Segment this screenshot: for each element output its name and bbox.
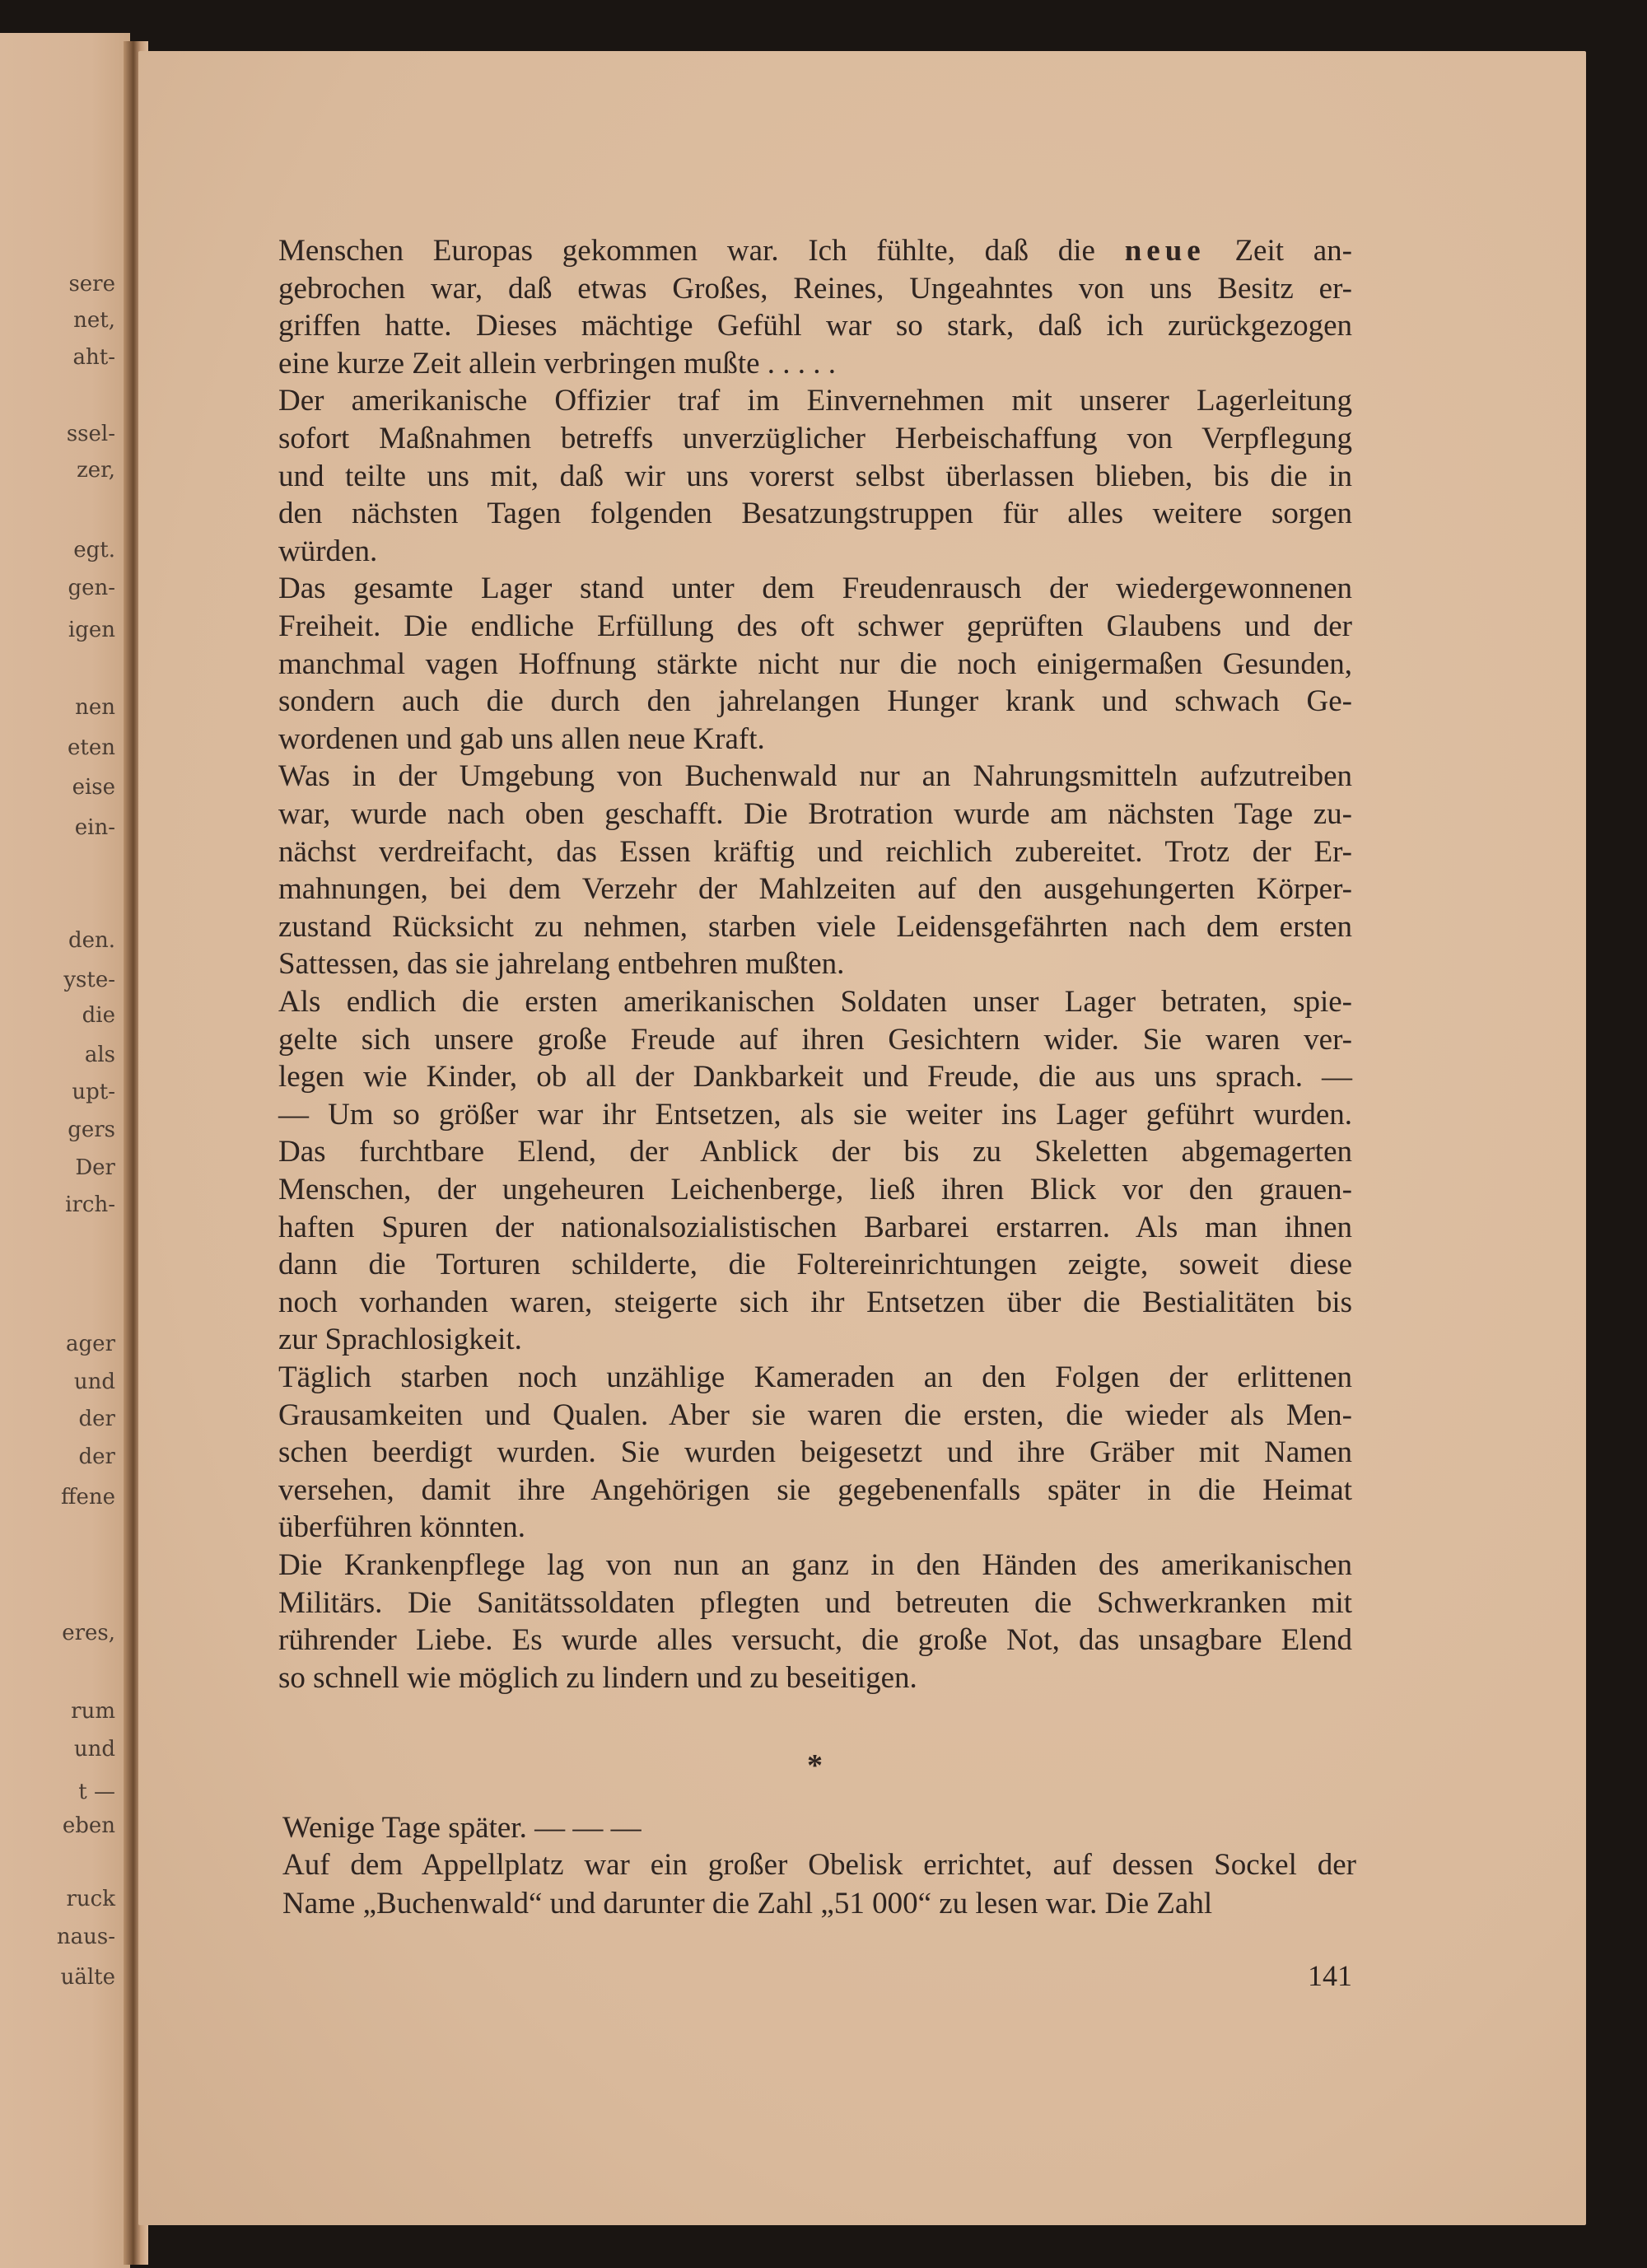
left-page-fragment: sere [68,272,115,296]
section-break-asterisk: * [807,1748,823,1783]
text-line: dann die Torturen schilderte, die Foltereinrichtungen zeigte, soweit diese [278,1248,1352,1282]
left-page-fragment: gen- [68,576,115,600]
left-page-fragment: gers [68,1118,115,1142]
text-line: Täglich starben noch unzählige Kameraden an den Folgen der erlittenen [278,1360,1352,1394]
text-line: Das furchtbare Elend, der Anblick der bis zu Skeletten abgemagerten [278,1135,1352,1169]
text-line: gebrochen war, daß etwas Großes, Reines, Ungeahntes von uns Besitz er- [278,271,1352,306]
text-line: Der amerikanische Offizier traf im Einvernehmen mit unserer Lagerleitung [278,384,1352,418]
left-page-fragment: irch- [65,1192,115,1217]
left-page-fragment: den. [68,928,115,953]
text-segment: Menschen Europas gekommen war. Ich fühlte, daß die [278,234,1125,268]
left-page-fragment: t — [78,1780,115,1804]
text-line: eine kurze Zeit allein verbringen mußte . . . . . [278,346,837,380]
left-page-fragment: naus- [56,1925,115,1949]
text-line: würden. [278,534,378,568]
text-line: so schnell wie möglich zu lindern und zu beseitigen. [278,1660,917,1695]
text-line: den nächsten Tagen folgenden Besatzungstruppen für alles weitere sorgen [278,497,1352,531]
text-line: Freiheit. Die endliche Erfüllung des oft schwer geprüften Glaubens und der [278,609,1352,643]
text-line: griffen hatte. Dieses mächtige Gefühl war so stark, daß ich zurückgezogen [278,309,1352,343]
left-page-fragment: und [73,1370,115,1394]
left-page-fragment: eben [62,1813,115,1838]
text-line: Sattessen, das sie jahrelang entbehren mußten. [278,947,845,982]
text-line: sofort Maßnahmen betreffs unverzüglicher Herbeischaffung von Verpflegung [278,422,1352,455]
page-number: 141 [1308,1959,1352,1992]
text-line: noch vorhanden waren, steigerte sich ihr Entsetzen über die Bestialitäten bis [278,1285,1352,1319]
left-page-fragment: aht- [72,345,115,370]
left-page-fragment: yste- [63,968,115,992]
emphasized-word: neue [1124,234,1206,268]
left-page-fragment: ruck [66,1887,115,1911]
left-page-fragment: nen [75,695,115,720]
left-page-fragment: egt. [73,538,115,562]
text-line: Das gesamte Lager stand unter dem Freudenrausch der wiedergewonnenen [278,572,1352,606]
text-line: sondern auch die durch den jahrelangen Hunger krank und schwach Ge- [278,684,1352,719]
left-page-fragment: ssel- [66,422,115,446]
text-line: legen wie Kinder, ob all der Dankbarkeit und Freude, die aus uns sprach. — [278,1060,1352,1094]
text-line: mahnungen, bei dem Verzehr der Mahlzeiten auf den ausgehungerten Körper- [278,872,1352,907]
text-line: überführen könnten. [278,1510,526,1545]
left-page-fragment: ein- [74,815,115,840]
left-page-fragment: ager [66,1332,115,1356]
left-page-fragment: eise [72,775,115,800]
text-line: versehen, damit ihre Angehörigen sie gegebenenfalls später in die Heimat [278,1472,1352,1507]
text-line: zur Sprachlosigkeit. [278,1323,522,1357]
text-line: Menschen, der ungeheuren Leichenberge, ließ ihren Blick vor den grauen- [278,1173,1352,1206]
text-line: Militärs. Die Sanitätssoldaten pflegten und betreuten die Schwerkranken mit [278,1585,1352,1620]
left-page-fragment: zer, [77,458,115,483]
text-line: und teilte uns mit, daß wir uns vorerst selbst überlassen blieben, bis die in [278,459,1352,493]
text-line: Die Krankenpflege lag von nun an ganz in den Händen des amerikanischen [278,1548,1352,1582]
text-line: Was in der Umgebung von Buchenwald nur an Nahrungsmitteln aufzutreiben [278,759,1352,794]
text-line: Auf dem Appellplatz war ein großer Obelisk errichtet, auf dessen Sockel der [282,1848,1356,1882]
left-page-fragment: igen [68,618,115,642]
left-page-fragment: eten [68,735,115,760]
left-page-fragment: net, [73,308,115,333]
left-page-fragment: der [78,1444,115,1469]
left-page-fragment: eres, [62,1621,115,1645]
left-page-fragment: ffene [61,1485,115,1510]
text-line: Grausamkeiten und Qualen. Aber sie waren die ersten, die wieder als Men- [278,1398,1352,1432]
left-page-fragment: und [73,1737,115,1762]
left-page-fragment: Der [75,1155,115,1180]
left-page-fragment: upt- [72,1080,115,1104]
text-line: haften Spuren der nationalsozialistischen Barbarei erstarren. Als man ihnen [278,1210,1352,1244]
left-page-fragment: uälte [60,1965,115,1990]
text-line: war, wurde nach oben geschafft. Die Brotration wurde am nächsten Tage zu- [278,797,1352,831]
left-page-fragment: die [82,1003,115,1028]
text-line: — Um so größer war ihr Entsetzen, als sie weiter ins Lager geführt wurden. [278,1097,1352,1132]
text-line: manchmal vagen Hoffnung stärkte nicht nur die noch einigermaßen Gesunden, [278,646,1352,681]
left-page-fragment: rum [71,1699,115,1724]
text-line: Name „Buchenwald“ und darunter die Zahl „51 000“ zu lesen war. Die Zahl [282,1887,1213,1920]
text-line: wordenen und gab uns allen neue Kraft. [278,721,765,756]
text-line: zustand Rücksicht zu nehmen, starben viele Leidensgefährten nach dem ersten [278,909,1352,944]
text-line [278,233,1352,269]
text-line: schen beerdigt wurden. Sie wurden beigesetzt und ihre Gräber mit Namen [278,1435,1352,1470]
text-line: Als endlich die ersten amerikanischen Soldaten unser Lager betraten, spie- [278,985,1352,1019]
left-page-fragment: als [84,1043,115,1067]
text-line: nächst verdreifacht, das Essen kräftig und reichlich zubereitet. Trotz der Er- [278,834,1352,869]
text-line: Wenige Tage später. — — — [282,1811,642,1845]
text-line: rührender Liebe. Es wurde alles versucht, die große Not, das unsagbare Elend [278,1623,1352,1658]
text-segment: Zeit an- [1205,234,1353,268]
text-line: gelte sich unsere große Freude auf ihren Gesichtern wider. Sie waren ver- [278,1022,1352,1057]
left-page-fragment: der [78,1407,115,1431]
